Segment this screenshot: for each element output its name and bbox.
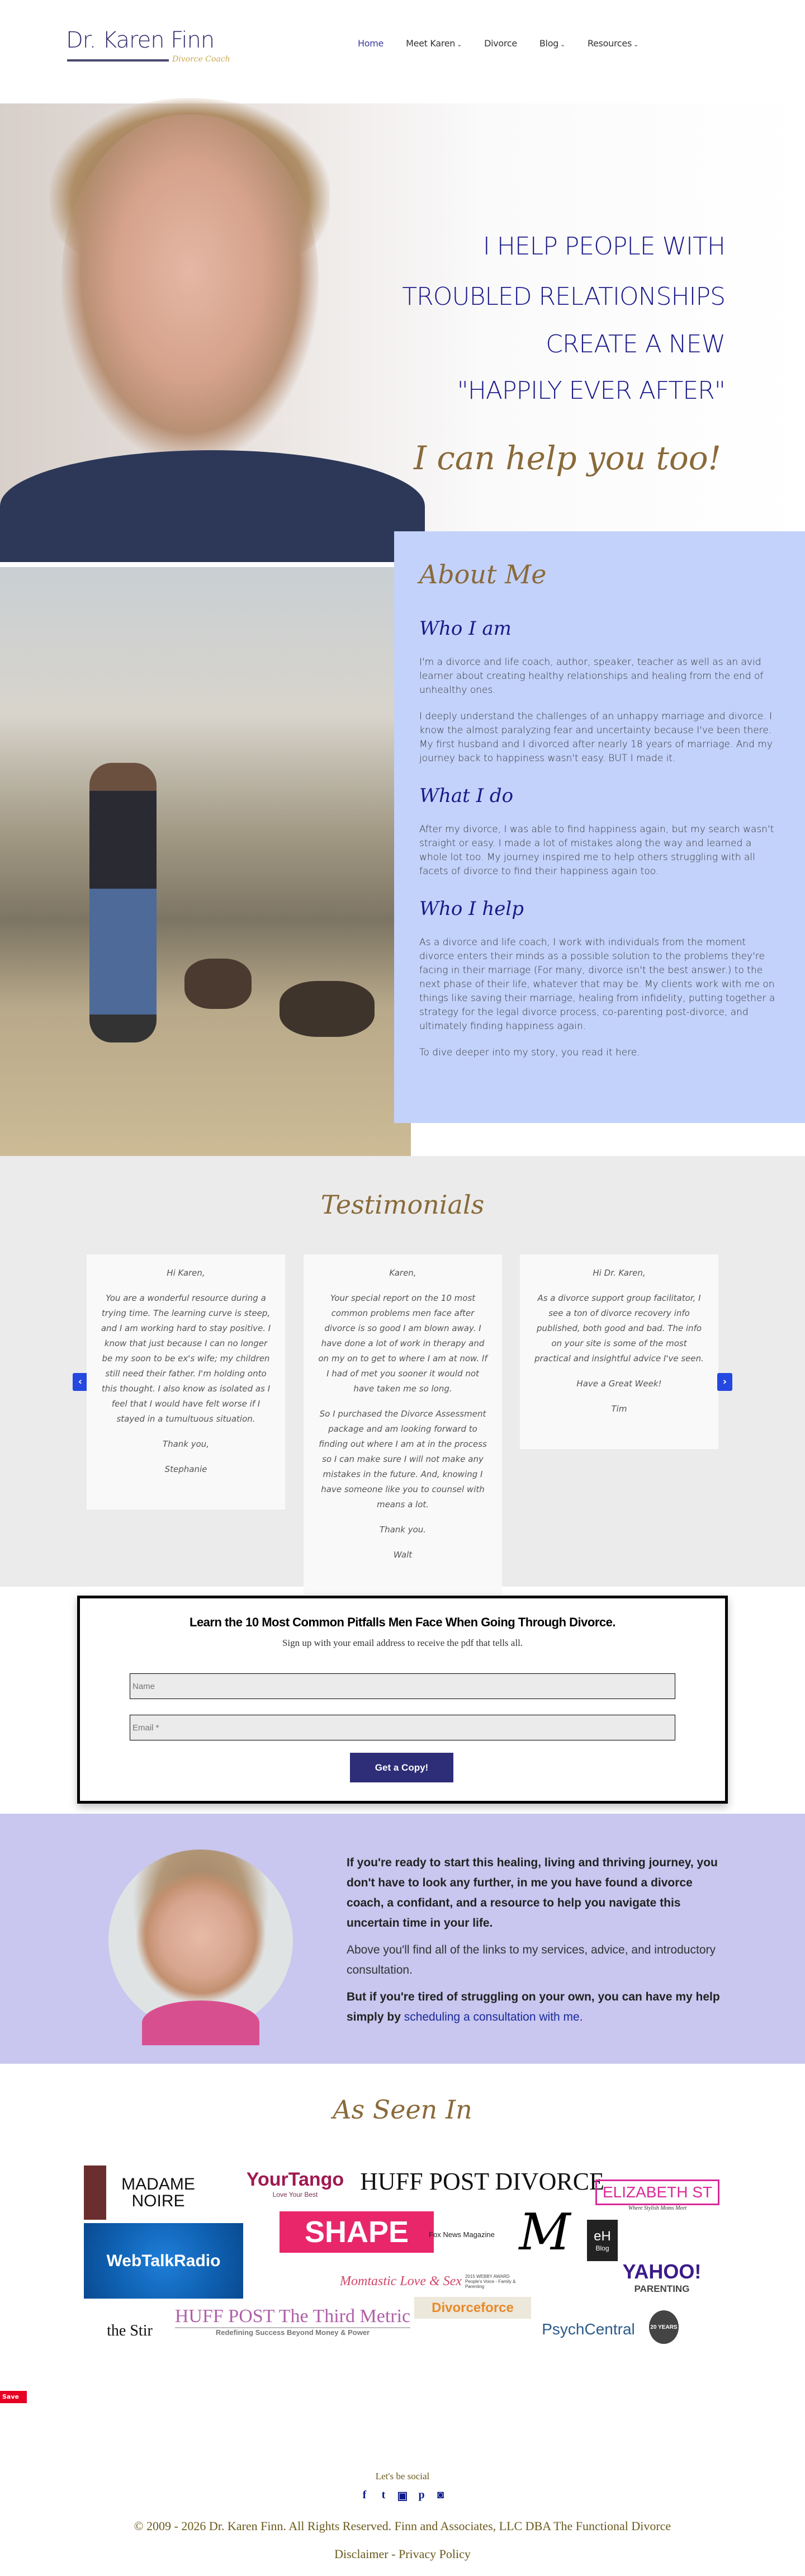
- as-seen-in-title: As Seen In: [333, 2094, 472, 2125]
- testimonial-card: [304, 1254, 502, 1595]
- nav-blog[interactable]: [539, 38, 565, 49]
- photo-dog: [280, 981, 375, 1037]
- logo-the-stir: the Stir: [107, 2322, 153, 2339]
- cta-paragraph-3: But if you're tired of struggling on your own, you can have my help simply by: [347, 1990, 720, 2023]
- about-paragraph: I deeply understand the challenges of an unhappy marriage and divorce. I know the almost paralyzing fear and uncertainty because I've been there. My first husband and I divorced after nearly 18 years of marriage. And my journey back to happiness wasn't easy. BUT I made it.: [419, 711, 773, 764]
- testimonial-author: Walt: [393, 1550, 413, 1560]
- schedule-consultation-link[interactable]: scheduling a consultation with me.: [404, 2011, 583, 2023]
- optin-title: Learn the 10 Most Common Pitfalls Men Face When Going Through Divorce.: [190, 1615, 615, 1629]
- logo-huffpost-divorce: HUFF POST DIVORCE: [360, 2167, 604, 2195]
- site-logo[interactable]: [66, 28, 239, 67]
- nav-resources[interactable]: [588, 38, 638, 49]
- carousel-prev-button[interactable]: ‹: [73, 1373, 88, 1391]
- nav-meet-karen[interactable]: [406, 38, 462, 49]
- nav-divorce[interactable]: [484, 38, 517, 49]
- youtube-icon[interactable]: ▣: [397, 2490, 408, 2502]
- footer-separator: -: [388, 2547, 399, 2561]
- logo-elizabeth-st: [596, 2171, 718, 2220]
- logo-psychcentral: PsychCentral: [542, 2320, 635, 2338]
- chevron-down-icon: ⌄: [457, 41, 462, 48]
- cta-paragraph-2: Above you'll find all of the links to my services, advice, and introductory consultation.: [347, 1943, 716, 1976]
- email-input[interactable]: [130, 1715, 675, 1740]
- privacy-policy-link[interactable]: Privacy Policy: [398, 2547, 471, 2561]
- name-input[interactable]: [130, 1673, 675, 1699]
- chevron-down-icon: ⌄: [633, 41, 638, 48]
- about-panel: [394, 531, 805, 1123]
- hero-tagline: I can help you too!: [414, 439, 721, 477]
- logo-subtitle: Divorce Coach: [172, 55, 230, 64]
- about-heading-who-i-am: Who I am: [419, 617, 512, 640]
- photo-dog: [184, 959, 252, 1009]
- optin-subtitle: Sign up with your email address to receive the pdf that tells all.: [282, 1638, 523, 1648]
- cta-section: [0, 1814, 805, 2064]
- get-copy-button[interactable]: Get a Copy!: [350, 1753, 453, 1782]
- twitter-icon[interactable]: t: [381, 2489, 386, 2501]
- testimonial-body: As a divorce support group facilitator, I see a ton of divorce recovery info published, both good and bad. The info on your site is some of the most practical and insightful advice I've seen.: [534, 1293, 704, 1364]
- logo-elizabeth-st-name: ELIZABETH ST: [595, 2179, 719, 2205]
- hero-headline-line: TROUBLED RELATIONSHIPS: [402, 282, 725, 311]
- logo-third-metric-name: HUFF POST The Third Metric: [175, 2306, 410, 2328]
- testimonial-body: You are a wonderful resource during a trying time. The learning curve is steep, and I am working hard to stay positive. I know that just because I can no longer be my soon to be ex's wife; my children still need their father. I'm holding onto this thought. I also know as isolated as I feel that I would have felt worse if I stayed in a tumultuous situation.: [101, 1293, 271, 1424]
- pinterest-save-label: Save: [2, 2393, 19, 2400]
- logo-divorceforce: Divorceforce: [414, 2297, 531, 2319]
- disclaimer-link[interactable]: Disclaimer: [334, 2547, 389, 2561]
- logo-yourtango-sub: Love Your Best: [272, 2191, 318, 2198]
- about-heading-what-i-do: What I do: [419, 785, 514, 807]
- logo-elizabeth-st-sub: Where Stylish Moms Meet: [628, 2205, 687, 2211]
- logo-underline: [67, 59, 169, 62]
- logo-momtastic: [297, 2269, 564, 2294]
- about-paragraph: I'm a divorce and life coach, author, speaker, teacher as well as an avid learner about creating healthy relationships and healing from the end of unhealthy ones.: [419, 657, 764, 696]
- testimonial-body: So I purchased the Divorce Assessment package and am looking forward to finding out where I am at in the process so I can make sure I will not make any mistakes in the future. And, knowing I have someone like you to counsel with means a lot.: [319, 1409, 487, 1509]
- testimonial-closing: Have a Great Week!: [576, 1379, 662, 1389]
- logo-name: Dr. Karen Finn: [66, 27, 215, 53]
- testimonial-author: Stephanie: [164, 1464, 207, 1474]
- footer-links: [0, 2547, 805, 2561]
- logo-momtastic-sub: 2015 WEBBY AWARD People's Voice - Family & Parenting: [465, 2273, 516, 2289]
- logo-yahoo-sub: PARENTING: [634, 2284, 690, 2294]
- about-paragraph: As a divorce and life coach, I work with individuals from the moment divorce enters their minds as a possible solution to the problems they're facing in their marriage (For many, divorce isn't the best answer.) to the next phase of their life, whatever that may be. My clients work with me on things like saving their marriage, healing from infidelity, putting together a strategy for the legal divorce process, co-parenting post-divorce, and ultimately finding happiness again.: [419, 937, 775, 1032]
- logo-yourtango: [225, 2167, 365, 2200]
- nav-meet-karen-label: Meet Karen: [406, 38, 456, 49]
- pinterest-icon[interactable]: p: [418, 2489, 425, 2501]
- testimonial-author: Tim: [611, 1404, 627, 1414]
- logo-third-metric-sub: Redefining Success Beyond Money & Power: [215, 2328, 370, 2337]
- logo-eh-name: eH: [594, 2229, 611, 2244]
- instagram-icon[interactable]: ◙: [437, 2489, 444, 2501]
- logo-yahoo-parenting: [608, 2256, 716, 2299]
- testimonial-body: Your special report on the 10 most common problems men face after divorce is so good I am blown away. I have done a lot of work in therapy and on my on to get to where I am at now. If I had of met you sooner it would not have taken me so long.: [318, 1293, 487, 1394]
- nav-blog-label: Blog: [539, 38, 559, 49]
- chevron-down-icon: ⌄: [560, 41, 565, 48]
- hero-headline-line: "HAPPILY EVER AFTER": [457, 376, 725, 405]
- logo-shape: SHAPE: [280, 2211, 434, 2253]
- logo-webtalkradio: WebTalkRadio: [84, 2223, 243, 2299]
- karen-portrait: [108, 1850, 293, 2031]
- testimonials-title: Testimonials: [320, 1190, 485, 1220]
- logo-momtastic-name: Momtastic Love & Sex: [340, 2273, 462, 2289]
- main-nav: [358, 38, 638, 49]
- cta-paragraph-1: If you're ready to start this healing, living and thriving journey, you don't have to look any further, in me you have found a divorce coach, a confidant, and a resource to help you navigate this uncertain time in your life.: [347, 1856, 718, 1929]
- nav-home[interactable]: [358, 38, 383, 49]
- social-icons: [0, 2489, 805, 2503]
- hero-photo-portrait: [61, 115, 319, 461]
- about-photo: [0, 567, 411, 1156]
- hero-headline-line: CREATE A NEW: [546, 330, 725, 358]
- carousel-next-button[interactable]: ›: [717, 1373, 732, 1391]
- testimonial-closing: Thank you,: [162, 1439, 210, 1449]
- hero-section: [0, 103, 805, 531]
- testimonial-greeting: Hi Dr. Karen,: [593, 1268, 646, 1278]
- testimonial-card: [520, 1254, 718, 1449]
- logo-third-metric: [173, 2299, 413, 2343]
- logo-yourtango-name: YourTango: [246, 2169, 344, 2190]
- logo-m: M: [519, 2203, 571, 2262]
- about-heading-who-i-help: Who I help: [419, 898, 524, 920]
- nav-divorce-label: Divorce: [484, 38, 517, 49]
- logo-fox-news-magazine: Fox News Magazine: [429, 2230, 495, 2239]
- about-paragraph: After my divorce, I was able to find happiness again, but my search wasn't straight or easy. I made a lot of mistakes along the way and learned a whole lot too. My journey inspired me to help others struggling with all facets of divorce to find their happiness again too.: [419, 824, 774, 877]
- nav-resources-label: Resources: [587, 38, 632, 49]
- hero-headline-line: I HELP PEOPLE WITH: [482, 232, 725, 261]
- social-title: Let's be social: [375, 2471, 430, 2481]
- testimonial-card: [87, 1254, 285, 1509]
- testimonials-section: [0, 1156, 805, 1587]
- about-story-link[interactable]: To dive deeper into my story, you read it here.: [419, 1047, 640, 1058]
- testimonial-greeting: Hi Karen,: [167, 1268, 205, 1278]
- logo-eh-blog: [587, 2220, 618, 2261]
- testimonial-greeting: Karen,: [389, 1268, 416, 1278]
- copyright: © 2009 - 2026 Dr. Karen Finn. All Rights Reserved. Finn and Associates, LLC DBA The Functional Divorce: [134, 2519, 671, 2533]
- optin-form: [77, 1596, 728, 1804]
- footer: [0, 2461, 805, 2576]
- testimonial-closing: Thank you.: [379, 1525, 427, 1535]
- facebook-icon[interactable]: f: [362, 2489, 367, 2501]
- logo-eh-sub: Blog: [595, 2244, 609, 2252]
- photo-person: [89, 763, 157, 1042]
- pinterest-save-button[interactable]: [0, 2391, 27, 2403]
- nav-home-label: Home: [358, 38, 384, 49]
- logo-20-years-badge: 20 YEARS: [649, 2310, 679, 2344]
- logo-yahoo-name: YAHOO!: [622, 2260, 702, 2283]
- about-title: About Me: [419, 559, 547, 589]
- hero-photo-sweater: [0, 450, 425, 562]
- logo-madame-noire: MADAME NOIRE: [84, 2165, 210, 2220]
